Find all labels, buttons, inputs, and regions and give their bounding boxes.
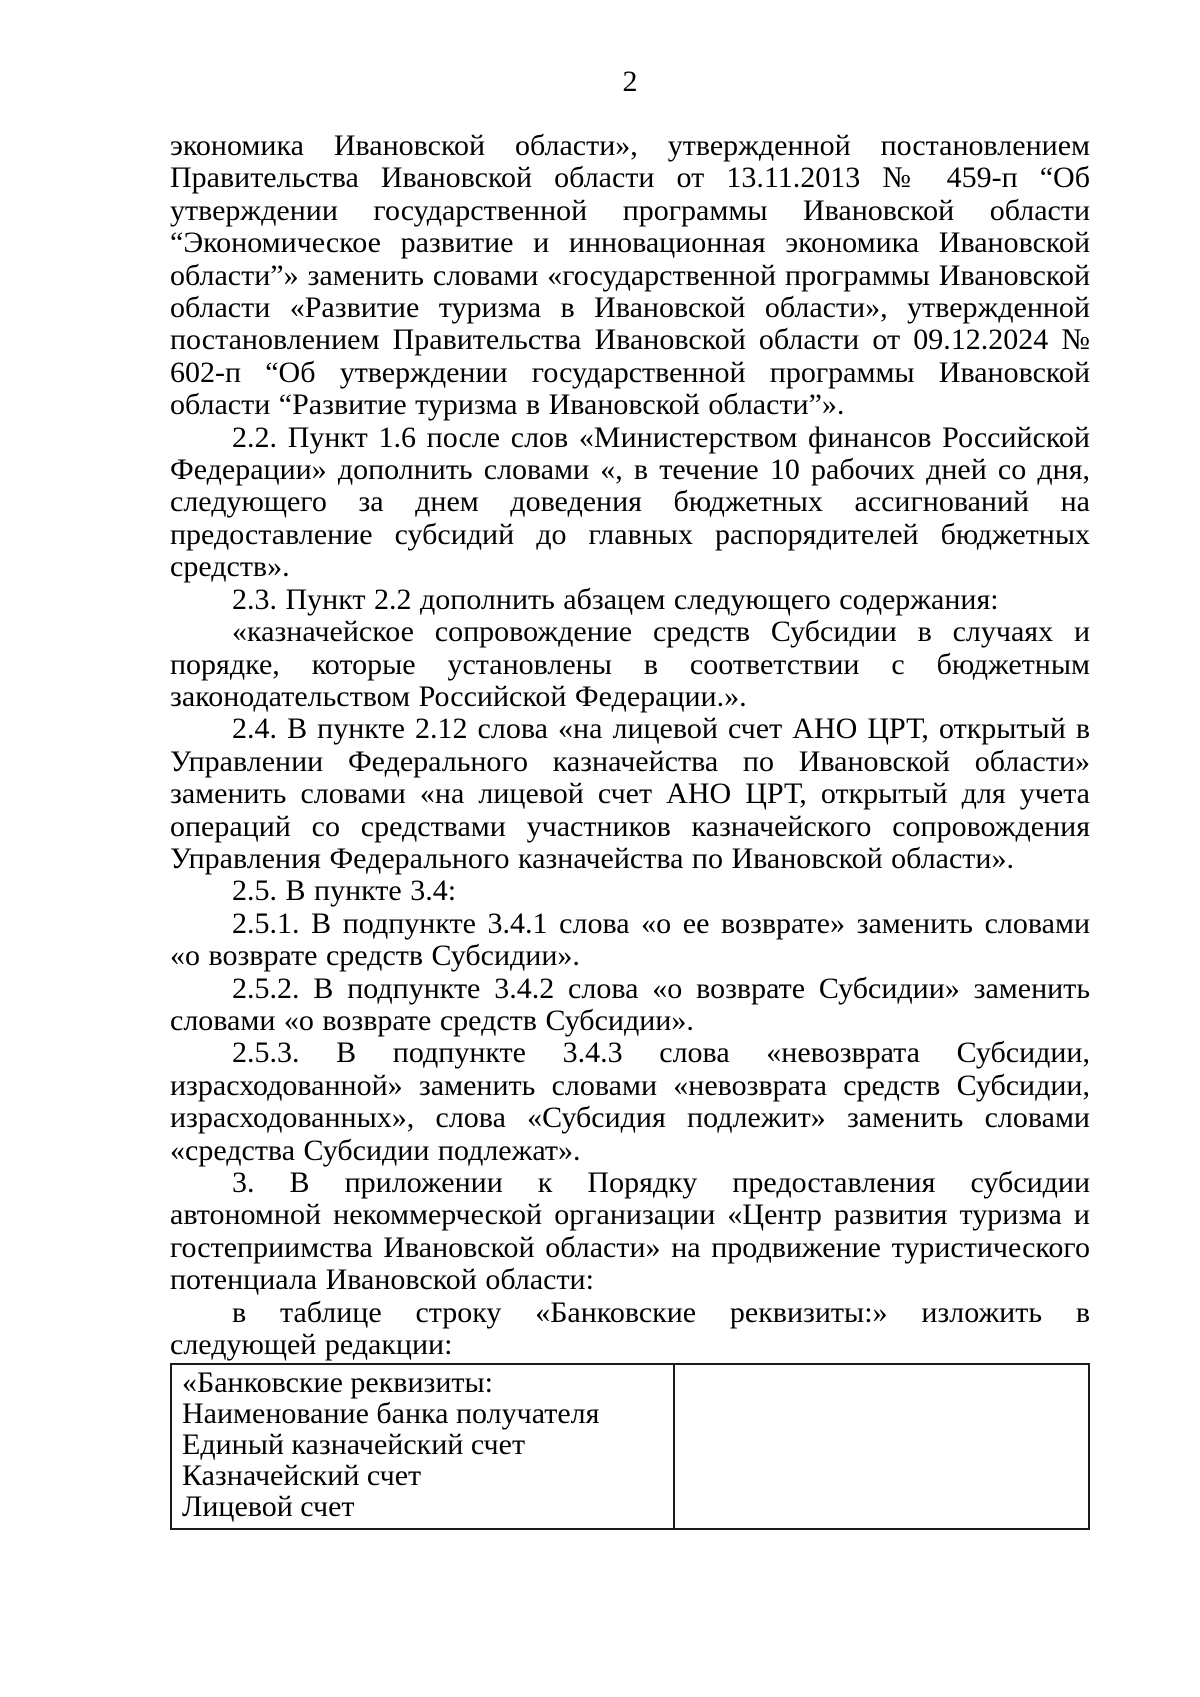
body-paragraph-2-3: 2.3. Пункт 2.2 дополнить абзацем следующего содержания: <box>232 582 999 616</box>
table-line-unified-treasury-account: Единый казначейский счет <box>182 1428 526 1462</box>
body-paragraph-table-intro: в таблице строку «Банковские реквизиты:» изложить в следующей редакции: <box>170 1295 1090 1362</box>
body-paragraph-2-5-1: 2.5.1. В подпункте 3.4.1 слова «о ее возврате» заменить словами «о возврате средств Субсидии». <box>170 906 1090 973</box>
body-paragraph-3: 3. В приложении к Порядку предоставления субсидии автономной некоммерческой организации «Центр развития туризма и гостеприимства Ивановской области» на продвижение туристического потенциала Ивановской области: <box>170 1166 1090 1297</box>
table-line-bank-name: Наименование банка получателя <box>182 1397 600 1431</box>
table-line-treasury-account: Казначейский счет <box>182 1459 422 1493</box>
body-paragraph-treasury-clause: «казначейское сопровождение средств Субсидии в случаях и порядке, которые установлены в соответствии с бюджетным законодательством Российской Федерации.». <box>170 615 1090 713</box>
table-row <box>171 1364 1089 1529</box>
bank-requisites-table <box>170 1363 1090 1530</box>
body-paragraph-2-2: 2.2. Пункт 1.6 после слов «Министерством финансов Российской Федерации» дополнить словами «, в течение 10 рабочих дней со дня, следующего за днем доведения бюджетных ассигнований на предоставление субсидий до главных распорядителей бюджетных средств». <box>170 420 1090 584</box>
page-number: 2 <box>622 65 638 98</box>
body-paragraph-continuation: экономика Ивановской области», утвержденной постановлением Правительства Ивановской области от 13.11.2013 № 459-п “Об утверждении государственной программы Ивановской области “Экономическое развитие и инновационная экономика Ивановской области”» заменить словами «государственной программы Ивановской области «Развитие туризма в Ивановской области», утвержденной постановлением Правительства Ивановской области от 09.12.2024 № 602-п “Об утверждении государственной программы Ивановской области “Развитие туризма в Ивановской области”». <box>170 129 1090 422</box>
body-paragraph-2-4: 2.4. В пункте 2.12 слова «на лицевой счет АНО ЦРТ, открытый в Управлении Федерального казначейства по Ивановской области» заменить словами «на лицевой счет АНО ЦРТ, открытый для учета операций со средствами участников казначейского сопровождения Управления Федерального казначейства по Ивановской области». <box>170 712 1090 875</box>
body-paragraph-2-5-3: 2.5.3. В подпункте 3.4.3 слова «невозврата Субсидии, израсходованной» заменить словами «невозврата средств Субсидии, израсходованных», слова «Субсидия подлежит» заменить словами «средства Субсидии подлежат». <box>170 1036 1090 1167</box>
table-line-personal-account: Лицевой счет <box>182 1490 355 1524</box>
body-paragraph-2-5-2: 2.5.2. В подпункте 3.4.2 слова «о возврате Субсидии» заменить словами «о возврате средств Субсидии». <box>170 971 1090 1037</box>
body-paragraph-2-5: 2.5. В пункте 3.4: <box>232 874 457 908</box>
table-left-cell <box>171 1364 674 1529</box>
table-line-bank-requisites: «Банковские реквизиты: <box>182 1366 494 1400</box>
table-right-cell <box>674 1364 1089 1529</box>
